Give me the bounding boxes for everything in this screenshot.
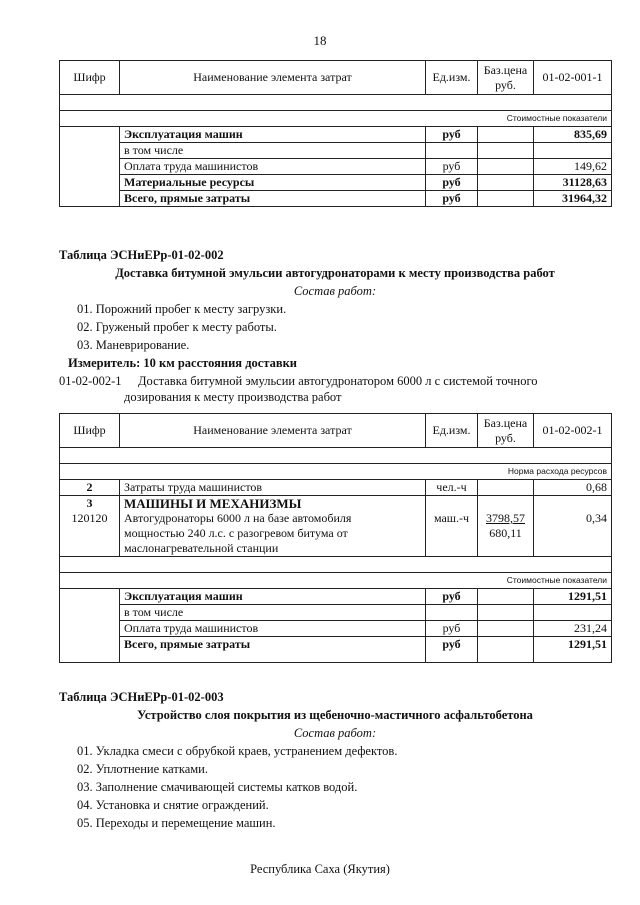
table-row: Эксплуатация машин руб 1291,51 xyxy=(60,589,612,605)
col-name-header: Наименование элемента затрат xyxy=(120,414,426,448)
section-label: Норма расхода ресурсов xyxy=(60,464,612,480)
item-description: Доставка битумной эмульсии автогудронатором 6000 л с системой точного xyxy=(138,374,538,388)
works-heading: Состав работ: xyxy=(293,284,377,298)
table-header xyxy=(60,414,612,448)
list-item: 03. Маневрирование. xyxy=(77,338,190,352)
table-row: Всего, прямые затраты руб 31964,32 xyxy=(60,191,612,207)
works-heading: Состав работ: xyxy=(293,726,377,740)
list-item: 03. Заполнение смачивающей системы катков водой. xyxy=(77,780,358,794)
item-description-cont: дозирования к месту производства работ xyxy=(124,390,342,404)
cost-table-1 xyxy=(59,60,612,207)
table-row: Материальные ресурсы руб 31128,63 xyxy=(60,175,612,191)
col-rate-code-header: 01-02-002-1 xyxy=(534,414,612,448)
section-label: Стоимостные показатели xyxy=(60,573,612,589)
table-label: Таблица ЭСНиЕРр-01-02-003 xyxy=(59,690,224,704)
list-item: 01. Укладка смеси с обрубкой краев, устранением дефектов. xyxy=(77,744,398,758)
list-item: 02. Уплотнение катками. xyxy=(77,762,208,776)
list-item: 01. Порожний пробег к месту загрузки. xyxy=(77,302,287,316)
table-row: Всего, прямые затраты руб 1291,51 xyxy=(60,637,612,663)
table-row: в том числе xyxy=(60,143,612,159)
item-code: 01-02-002-1 xyxy=(59,374,122,388)
section-label: Стоимостные показатели xyxy=(60,111,612,127)
col-unit-header: Ед.изм. xyxy=(426,414,478,448)
col-code-header: Шифр xyxy=(60,61,120,95)
col-unit-header: Ед.изм. xyxy=(426,61,478,95)
list-item: 05. Переходы и перемещение машин. xyxy=(77,816,276,830)
table-header xyxy=(60,61,612,95)
table-label: Таблица ЭСНиЕРр-01-02-002 xyxy=(59,248,224,262)
list-item: 04. Установка и снятие ограждений. xyxy=(77,798,269,812)
section-title: Доставка битумной эмульсии автогудронаторами к месту производства работ xyxy=(115,266,555,280)
table-row: Оплата труда машинистов руб 149,62 xyxy=(60,159,612,175)
col-price-header: Баз.цена руб. xyxy=(478,61,534,95)
table-row: 3 МАШИНЫ И МЕХАНИЗМЫ xyxy=(60,496,612,512)
section-title: Устройство слоя покрытия из щебеночно-мастичного асфальтобетона xyxy=(137,708,533,722)
list-item: 02. Груженый пробег к месту работы. xyxy=(77,320,277,334)
page-footer: Республика Саха (Якутия) xyxy=(250,862,390,876)
table-row: Оплата труда машинистов руб 231,24 xyxy=(60,621,612,637)
col-rate-code-header: 01-02-001-1 xyxy=(534,61,612,95)
table-row: в том числе xyxy=(60,605,612,621)
page-number: 18 xyxy=(313,33,327,48)
col-name-header: Наименование элемента затрат xyxy=(120,61,426,95)
cost-table-2 xyxy=(59,413,612,663)
col-code-header: Шифр xyxy=(60,414,120,448)
table-row: 2 Затраты труда машинистов чел.-ч 0,68 xyxy=(60,480,612,496)
table-row: 120120 Автогудронаторы 6000 л на базе автомобиля мощностью 240 л.с. с разогревом битума от маслонагревательной станции маш.-ч 3798,57 680,11 0,34 xyxy=(60,511,612,557)
table-row: Эксплуатация машин руб 835,69 xyxy=(60,127,612,143)
measure-unit: Измеритель: 10 км расстояния доставки xyxy=(68,356,298,370)
col-price-header: Баз.цена руб. xyxy=(478,414,534,448)
